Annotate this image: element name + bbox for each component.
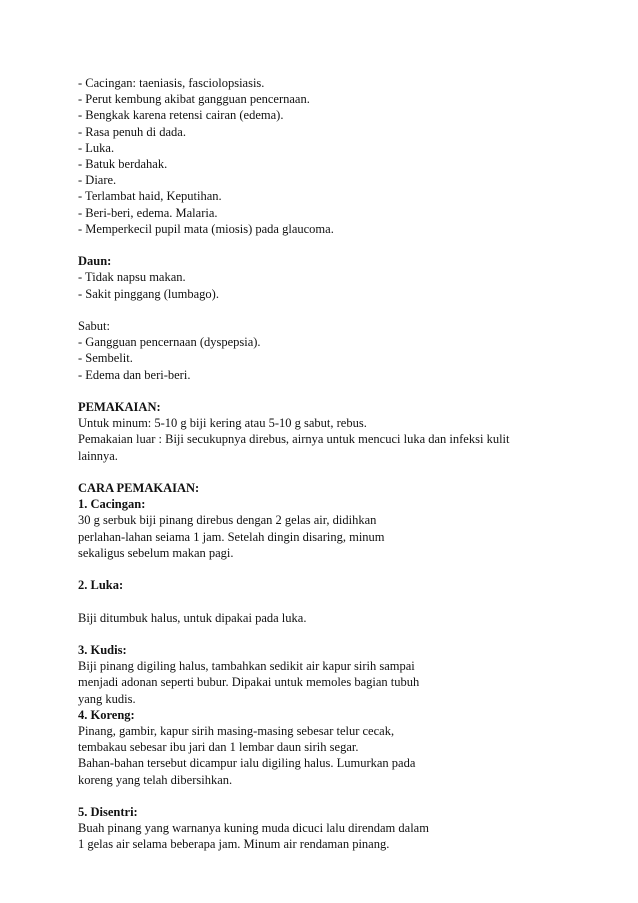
disentri-heading: 5. Disentri: <box>78 805 138 820</box>
paragraph-line: perlahan-lahan seiama 1 jam. Setelah dingin disaring, minum <box>78 529 385 544</box>
paragraph-line: menjadi adonan seperti bubur. Dipakai untuk memoles bagian tubuh <box>78 675 420 690</box>
list-item: - Bengkak karena retensi cairan (edema). <box>78 108 284 123</box>
list-item: - Tidak napsu makan. <box>78 270 186 285</box>
paragraph-line: koreng yang telah dibersihkan. <box>78 772 233 787</box>
list-item: - Diare. <box>78 173 117 188</box>
koreng-subsection <box>78 707 558 788</box>
paragraph-line: Buah pinang yang warnanya kuning muda dicuci lalu direndam dalam <box>78 821 429 836</box>
paragraph-line: Biji pinang digiling halus, tambahkan sedikit air kapur sirih sampai <box>78 659 415 674</box>
paragraph-line: sekaligus sebelum makan pagi. <box>78 545 234 560</box>
daun-section <box>78 253 558 302</box>
kudis-subsection <box>78 642 558 707</box>
list-item: - Memperkecil pupil mata (miosis) pada glaucoma. <box>78 221 334 236</box>
cacingan-subsection <box>78 496 558 561</box>
luka-subsection <box>78 577 558 626</box>
list-item: - Perut kembung akibat gangguan pencernaan. <box>78 92 310 107</box>
pemakaian-heading: PEMAKAIAN: <box>78 400 161 415</box>
list-item: - Sakit pinggang (lumbago). <box>78 286 219 301</box>
paragraph-line: Pinang, gambir, kapur sirih masing-masing sebesar telur cecak, <box>78 724 395 739</box>
luka-heading: 2. Luka: <box>78 578 124 593</box>
list-item: - Luka. <box>78 140 115 155</box>
benefits-list <box>78 75 558 237</box>
list-item: - Edema dan beri-beri. <box>78 367 191 382</box>
cara-pemakaian-heading: CARA PEMAKAIAN: <box>78 481 200 496</box>
paragraph-line: Pemakaian luar : Biji secukupnya direbus, airnya untuk mencuci luka dan infeksi kulit <box>78 432 510 447</box>
paragraph-line: tembakau sebesar ibu jari dan 1 lembar daun sirih segar. <box>78 740 359 755</box>
sabut-section <box>78 318 558 383</box>
paragraph-line: yang kudis. <box>78 691 136 706</box>
koreng-heading: 4. Koreng: <box>78 707 135 722</box>
list-item: - Cacingan: taeniasis, fasciolopsiasis. <box>78 76 265 90</box>
paragraph-line: Untuk minum: 5-10 g biji kering atau 5-10 g sabut, rebus. <box>78 416 367 431</box>
pemakaian-section <box>78 399 558 464</box>
kudis-heading: 3. Kudis: <box>78 643 127 657</box>
paragraph-line: Bahan-bahan tersebut dicampur ialu digiling halus. Lumurkan pada <box>78 756 416 771</box>
disentri-subsection <box>78 804 558 853</box>
document-body <box>78 75 558 853</box>
paragraph-line: 30 g serbuk biji pinang direbus dengan 2 gelas air, didihkan <box>78 513 377 528</box>
list-item: - Beri-beri, edema. Malaria. <box>78 205 218 220</box>
daun-heading: Daun: <box>78 254 112 269</box>
list-item: - Rasa penuh di dada. <box>78 124 186 139</box>
list-item: - Gangguan pencernaan (dyspepsia). <box>78 335 261 350</box>
sabut-heading: Sabut: <box>78 319 110 334</box>
list-item: - Batuk berdahak. <box>78 157 168 172</box>
cara-pemakaian-section <box>78 480 558 853</box>
list-item: - Terlambat haid, Keputihan. <box>78 189 222 204</box>
list-item: - Sembelit. <box>78 351 133 366</box>
cacingan-heading: 1. Cacingan: <box>78 497 146 512</box>
paragraph-line: 1 gelas air selama beberapa jam. Minum air rendaman pinang. <box>78 837 390 852</box>
paragraph-line: lainnya. <box>78 448 118 463</box>
paragraph-line: Biji ditumbuk halus, untuk dipakai pada luka. <box>78 610 307 625</box>
